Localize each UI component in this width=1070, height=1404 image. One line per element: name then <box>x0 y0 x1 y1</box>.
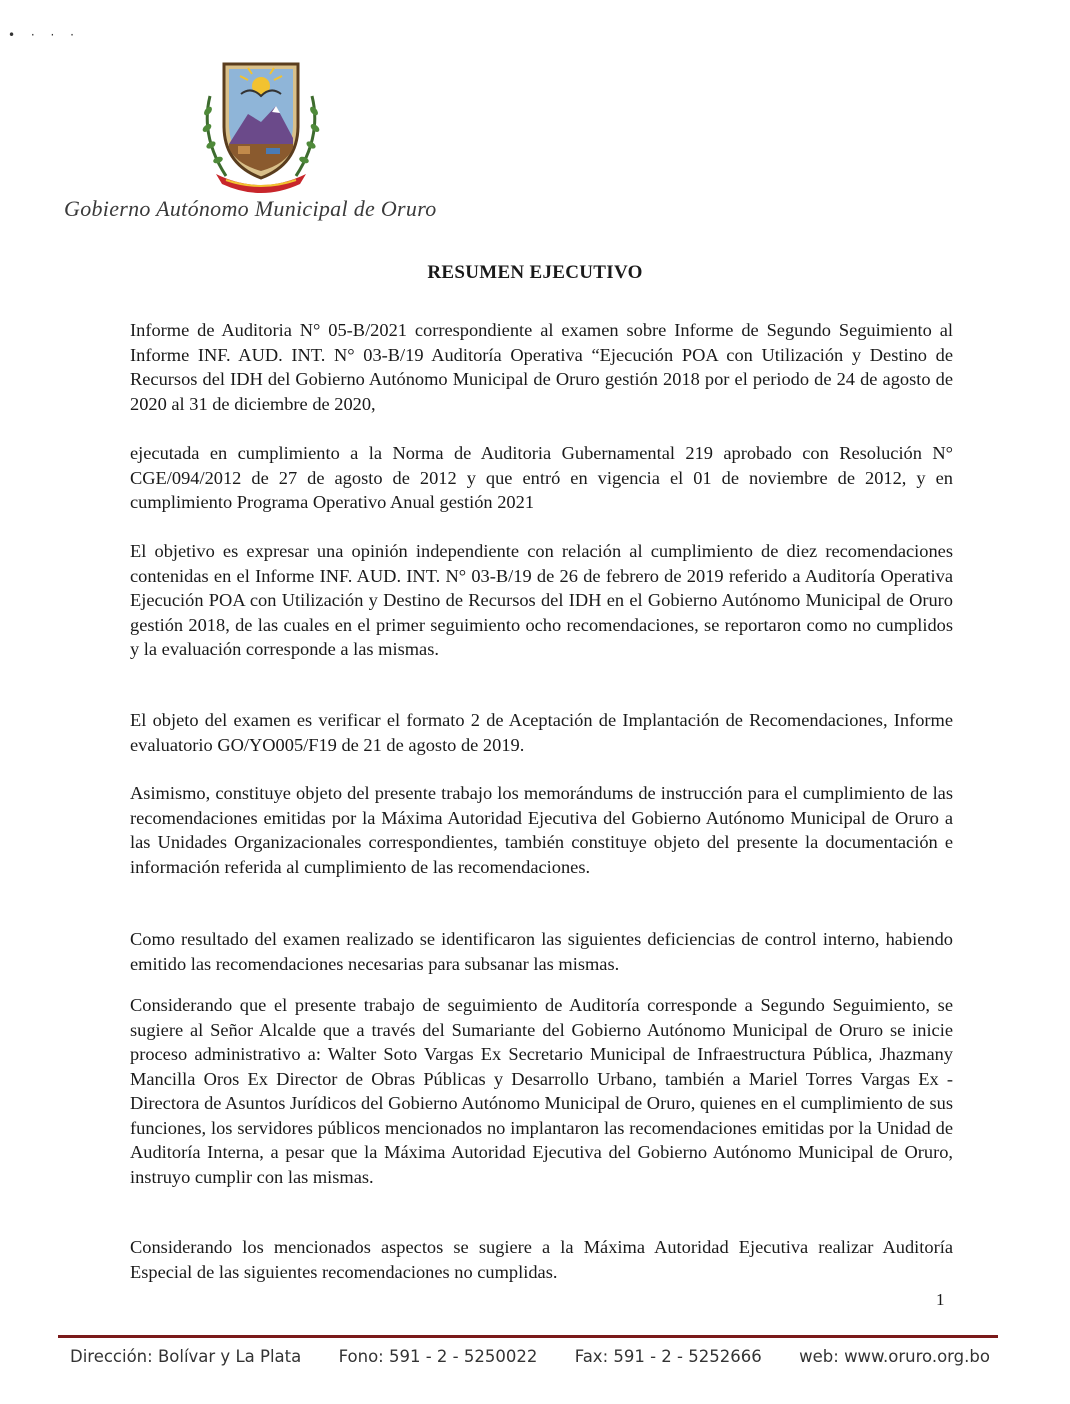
footer-fax: Fax: 591 - 2 - 5252666 <box>574 1347 762 1366</box>
paragraph-administrative-process: Considerando que el presente trabajo de seguimiento de Auditoría corresponde a Segundo Seguimiento, se sugiere al Señor Alcalde que a través del Sumariante del Gobierno Autónomo Municipal de Oruro se inicie proceso administrativo a: Walter Soto Vargas Ex Secretario Municipal de Infraestructura Pública, Jhazmany Mancilla Oros Ex Director de Obras Públicas y Desarrollo Urbano, también a Mariel Torres Vargas Ex - Directora de Asuntos Jurídicos del Gobierno Autónomo Municipal de Oruro, quienes en el cumplimiento de sus funciones, los servidores públicos mencionados no implantaron las recomendaciones emitidas por la Unidad de Auditoría Interna, a pesar que la Máxima Autoridad Ejecutiva del Gobierno Autónomo Municipal de Oruro, instruyo cumplir con las mismas. <box>130 995 953 1187</box>
municipal-coat-of-arms-icon <box>196 56 326 196</box>
paragraph-results: Como resultado del examen realizado se identificaron las siguientes deficiencias de control interno, habiendo emitido las recomendaciones necesarias para subsanar las mismas. <box>130 929 953 974</box>
footer-address: Dirección: Bolívar y La Plata <box>70 1347 302 1366</box>
footer-web: web: www.oruro.org.bo <box>799 1347 990 1366</box>
scan-marks: • · · · <box>8 28 80 42</box>
paragraph-special-audit: Considerando los mencionados aspectos se sugiere a la Máxima Autoridad Ejecutiva realizar Auditoría Especial de las siguientes recomendaciones no cumplidas. <box>130 1237 953 1282</box>
paragraph-objective: El objetivo es expresar una opinión independiente con relación al cumplimiento de diez recomendaciones contenidas en el Informe INF. AUD. INT. N° 03-B/19 de 26 de febrero de 2019 referido a Auditoría Operativa Ejecución POA con Utilización y Destino de Recursos del IDH en el Gobierno Autónomo Municipal de Oruro gestión 2018, de las cuales en el primer seguimiento ocho recomendaciones, se reportaron como no cumplidos y la evaluación corresponde a las mismas. <box>130 541 953 659</box>
paragraph-exam-object: El objeto del examen es verificar el formato 2 de Aceptación de Implantación de Recomendaciones, Informe evaluatorio GO/YO005/F19 de 21 de agosto de 2019. <box>130 710 953 755</box>
paragraph-execution-basis: ejecutada en cumplimiento a la Norma de Auditoria Gubernamental 219 aprobado con Resolución N° CGE/094/2012 de 27 de agosto de 2012 y que entró en vigencia el 01 de noviembre de 2012, y en cumplimiento Programa Operativo Anual gestión 2021 <box>130 443 953 512</box>
paragraph-memorandums: Asimismo, constituye objeto del presente trabajo los memorándums de instrucción para el cumplimiento de las recomendaciones emitidas por la Máxima Autoridad Ejecutiva del Gobierno Autónomo Municipal de Oruro a las Unidades Organizacionales correspondientes, también constituye objeto del presente la documentación e información referida al cumplimiento de las recomendaciones. <box>130 783 953 877</box>
page-number: 1 <box>936 1290 945 1309</box>
footer-phone: Fono: 591 - 2 - 5250022 <box>338 1347 538 1366</box>
document-title: RESUMEN EJECUTIVO <box>427 262 643 283</box>
organization-name: Gobierno Autónomo Municipal de Oruro <box>64 196 437 221</box>
paragraph-audit-report: Informe de Auditoria N° 05-B/2021 correspondiente al examen sobre Informe de Segundo Seguimiento al Informe INF. AUD. INT. N° 03-B/19 Auditoría Operativa “Ejecución POA con Utilización y Destino de Recursos del IDH del Gobierno Autónomo Municipal de Oruro gestión 2018 por el periodo de 24 de agosto de 2020 al 31 de diciembre de 2020, <box>130 320 953 414</box>
footer-divider <box>58 1335 998 1338</box>
footer-contact <box>70 1347 990 1366</box>
